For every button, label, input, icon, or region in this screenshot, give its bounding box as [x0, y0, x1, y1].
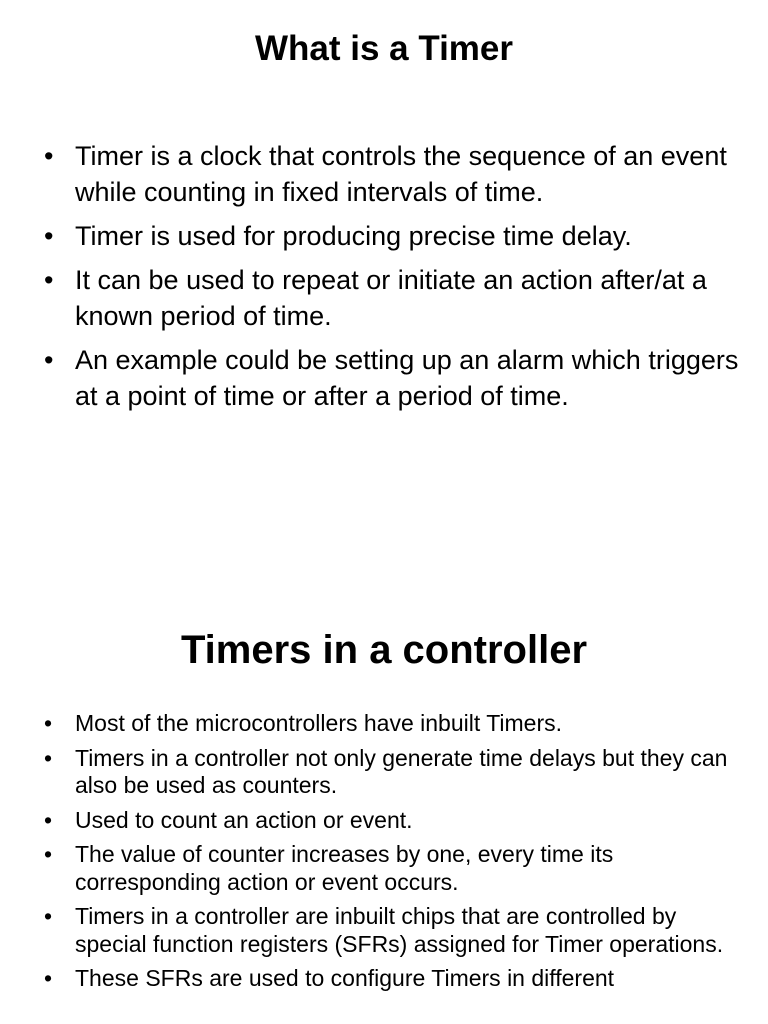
- list-item: [44, 807, 744, 835]
- bullet-marker: •: [44, 141, 54, 171]
- slide-title: What is a Timer: [254, 29, 514, 68]
- list-item: [44, 138, 744, 210]
- bullet-text: An example could be setting up an alarm which triggers at a point of time or after a period of time.: [75, 345, 739, 411]
- bullet-list: [44, 710, 744, 1000]
- bullet-text: Used to count an action or event.: [75, 806, 413, 833]
- bullet-marker: •: [44, 710, 53, 736]
- list-item: [44, 745, 744, 800]
- bullet-text: It can be used to repeat or initiate an action after/at a known period of time.: [75, 265, 707, 331]
- bullet-text: Timers in a controller not only generate time delays but they can also be used as counters.: [75, 744, 728, 798]
- bullet-marker: •: [44, 265, 54, 295]
- bullet-marker: •: [44, 806, 53, 833]
- list-item: [44, 342, 744, 414]
- bullet-text: Timers in a controller are inbuilt chips that are controlled by special function registers (SFRs) assigned for Timer operations.: [75, 903, 724, 957]
- bullet-marker: •: [44, 903, 53, 929]
- slide-title: Timers in a controller: [180, 628, 588, 672]
- bullet-marker: •: [44, 221, 54, 251]
- bullet-marker: •: [44, 965, 53, 991]
- bullet-marker: •: [44, 345, 54, 375]
- bullet-text: Most of the microcontrollers have inbuilt Timers.: [75, 710, 563, 736]
- bullet-text: These SFRs are used to configure Timers in different: [75, 965, 615, 991]
- bullet-text: Timer is used for producing precise time delay.: [75, 221, 632, 251]
- bullet-marker: •: [44, 841, 53, 867]
- slide-timers-in-a-controller: [0, 600, 768, 1024]
- bullet-list: [44, 138, 744, 422]
- list-item: [44, 710, 744, 738]
- bullet-marker: •: [44, 744, 53, 771]
- list-item: [44, 841, 744, 896]
- list-item: [44, 903, 744, 958]
- list-item: [44, 218, 744, 254]
- bullet-text: The value of counter increases by one, every time its corresponding action or event occurs.: [75, 841, 614, 895]
- list-item: [44, 262, 744, 334]
- bullet-text: Timer is a clock that controls the sequence of an event while counting in fixed intervals of time.: [75, 141, 727, 207]
- list-item: [44, 965, 744, 993]
